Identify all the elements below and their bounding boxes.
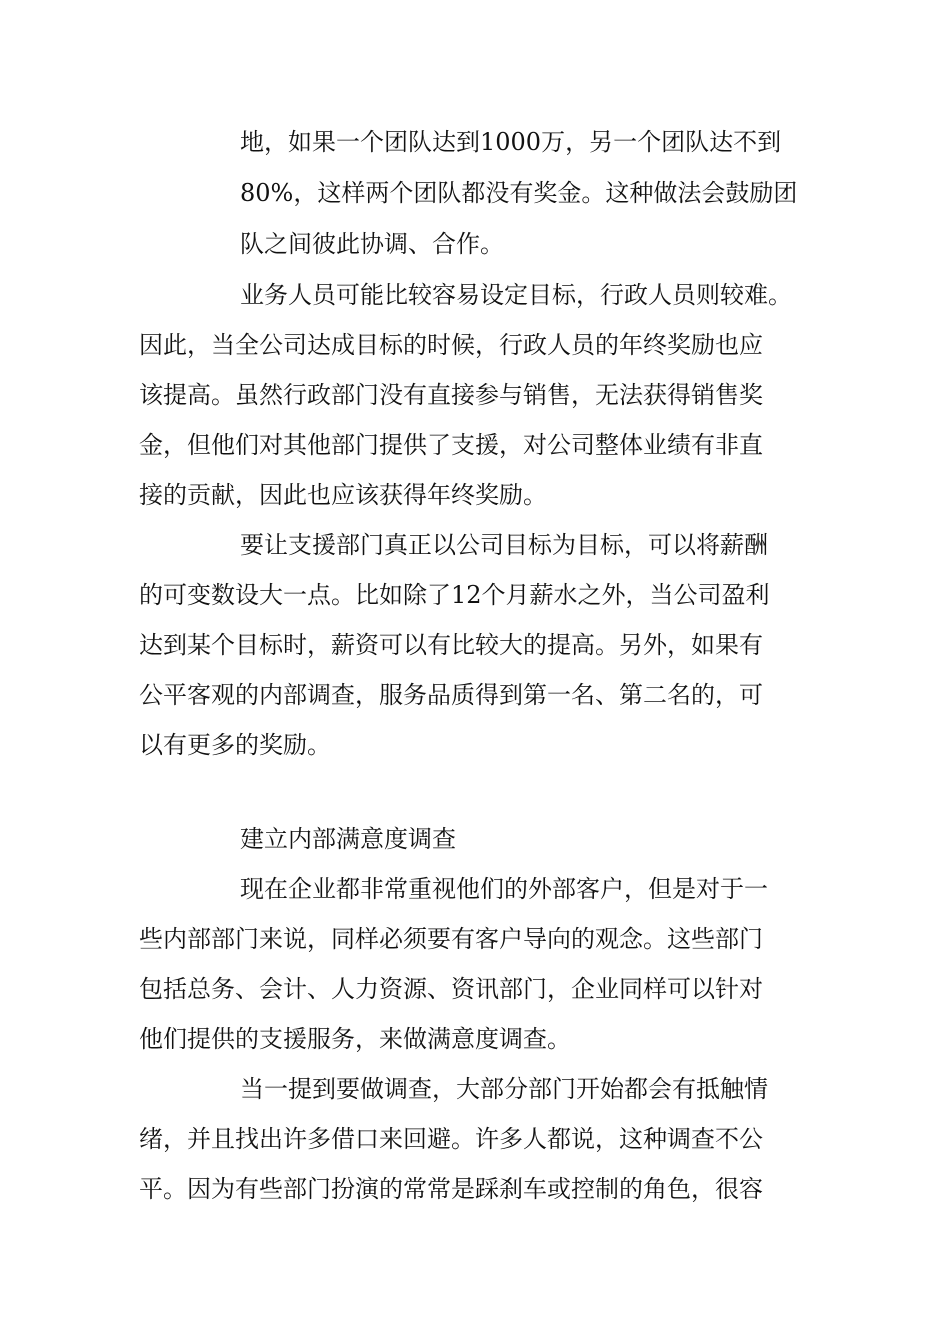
text-line: 以有更多的奖励。 — [139, 731, 331, 759]
text-line: 包括总务、会计、人力资源、资讯部门，企业同样可以针对 — [139, 975, 763, 1003]
text-line: 当一提到要做调查，大部分部门开始都会有抵触情 — [240, 1075, 768, 1103]
text-line: 些内部部门来说，同样必须要有客户导向的观念。这些部门 — [139, 925, 763, 953]
text-line: 的可变数设大一点。比如除了12个月薪水之外，当公司盈利 — [139, 581, 770, 609]
text-line: 该提高。虽然行政部门没有直接参与销售，无法获得销售奖 — [139, 381, 763, 409]
text-line: 现在企业都非常重视他们的外部客户，但是对于一 — [240, 875, 768, 903]
text-line: 队之间彼此协调、合作。 — [240, 230, 504, 258]
text-line: 平。因为有些部门扮演的常常是踩刹车或控制的角色，很容 — [139, 1175, 763, 1203]
text-line: 他们提供的支援服务，来做满意度调查。 — [139, 1025, 571, 1053]
text-line: 绪，并且找出许多借口来回避。许多人都说，这种调查不公 — [139, 1125, 763, 1153]
text-line: 因此，当全公司达成目标的时候，行政人员的年终奖励也应 — [139, 331, 763, 359]
text-line: 地，如果一个团队达到1000万，另一个团队达不到 — [240, 128, 782, 156]
text-line: 接的贡献，因此也应该获得年终奖励。 — [139, 481, 547, 509]
text-line: 业务人员可能比较容易设定目标，行政人员则较难。 — [240, 281, 792, 309]
text-line: 金，但他们对其他部门提供了支援，对公司整体业绩有非直 — [139, 431, 763, 459]
text-line: 80%，这样两个团队都没有奖金。这种做法会鼓励团 — [240, 179, 798, 207]
text-line: 要让支援部门真正以公司目标为目标，可以将薪酬 — [240, 531, 768, 559]
text-line: 公平客观的内部调查，服务品质得到第一名、第二名的，可 — [139, 681, 763, 709]
text-line: 达到某个目标时，薪资可以有比较大的提高。另外，如果有 — [139, 631, 763, 659]
section-heading: 建立内部满意度调查 — [240, 825, 456, 853]
